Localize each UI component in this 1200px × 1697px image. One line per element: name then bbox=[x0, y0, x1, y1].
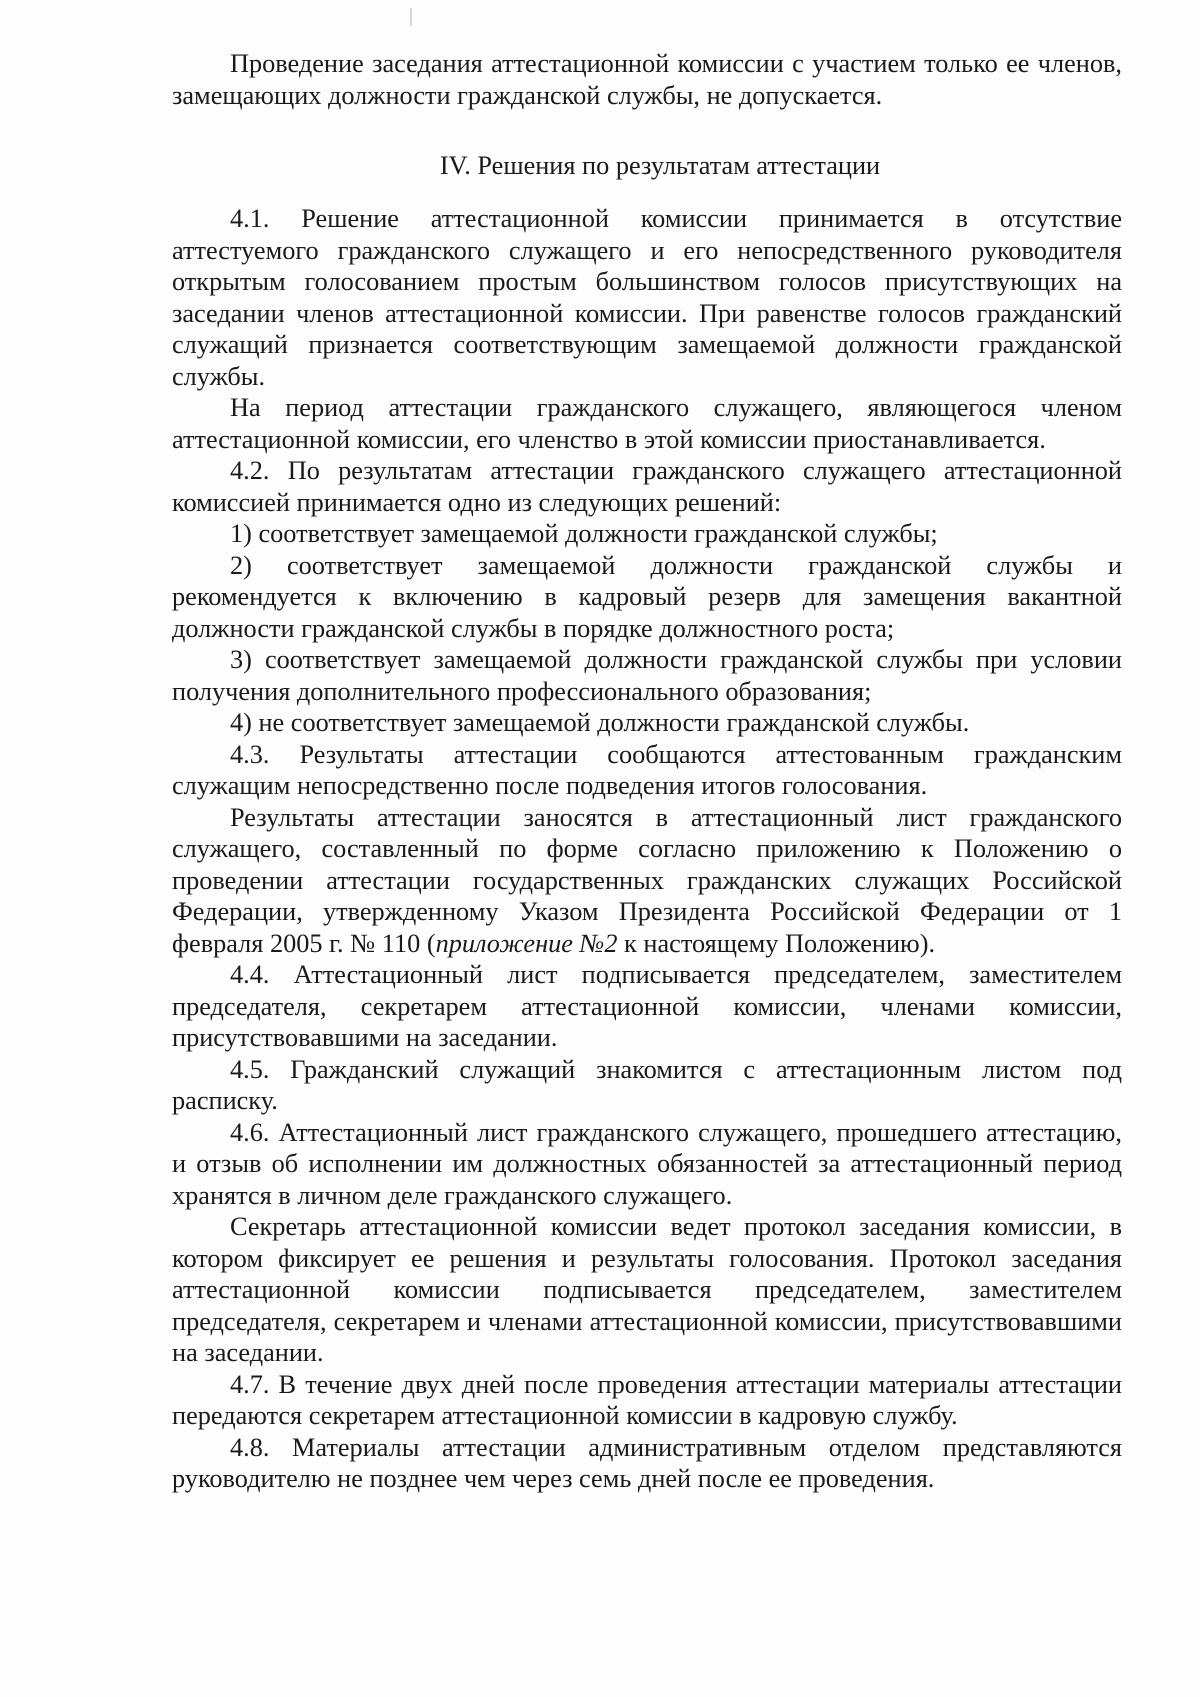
decision-item-2: 2) соответствует замещаемой должности гражданской службы и рекомендуется к включению в кадровый резерв для замещения вакантной должности гражданской службы в порядке должностного роста; bbox=[172, 550, 1122, 643]
paragraph-4-7: 4.7. В течение двух дней после проведения аттестации материалы аттестации передаются секретарем аттестационной комиссии в кадровую службу. bbox=[172, 1369, 1122, 1430]
paragraph-4-3-b-start: Результаты аттестации заносятся в аттестационный лист гражданского служащего, составленный по форме согласно приложению к Положению о проведении аттестации государственных гражданских служащих Российской Федерации, утвержденному Указом Президента Российской Федерации от 1 февраля 2005 г. № 110 ( bbox=[172, 802, 1122, 958]
decision-item-3: 3) соответствует замещаемой должности гражданской службы при условии получения дополнительного профессионального образования; bbox=[172, 645, 1122, 706]
paragraph-4-1: 4.1. Решение аттестационной комиссии принимается в отсутствие аттестуемого гражданского служащего и его непосредственного руководителя открытым голосованием простым большинством голосов присутствующих на заседании членов аттестационной комиссии. При равенстве голосов гражданский служащий признается соответствующим замещаемой должности гражданской службы. bbox=[172, 204, 1122, 391]
paragraph-4-3-b-end: к настоящему Положению). bbox=[617, 928, 936, 958]
paragraph-4-3-b bbox=[172, 802, 1122, 960]
paragraph-4-1-b: На период аттестации гражданского служащего, являющегося членом аттестационной комиссии, его членство в этой комиссии приостанавливается. bbox=[172, 393, 1122, 454]
paragraph-4-6-b: Секретарь аттестационной комиссии ведет протокол заседания комиссии, в котором фиксирует ее решения и результаты голосования. Протокол заседания аттестационной комиссии подписывается председателем, заместителем председателя, секретарем и членами аттестационной комиссии, присутствовавшими на заседании. bbox=[172, 1212, 1122, 1367]
paragraph-4-4: 4.4. Аттестационный лист подписывается председателем, заместителем председателя, секретарем аттестационной комиссии, членами комиссии, присутствовавшими на заседании. bbox=[172, 960, 1122, 1052]
body-text bbox=[172, 203, 1122, 1495]
paragraph-4-8: 4.8. Материалы аттестации административным отделом представляются руководителю не позднее чем через семь дней после ее проведения. bbox=[172, 1432, 1122, 1493]
paragraph-4-3: 4.3. Результаты аттестации сообщаются аттестованным гражданским служащим непосредственно после подведения итогов голосования. bbox=[172, 739, 1122, 800]
paragraph-4-5: 4.5. Гражданский служащий знакомится с аттестационным листом под расписку. bbox=[172, 1054, 1122, 1115]
scan-mark bbox=[410, 8, 412, 26]
section-heading: IV. Решения по результатам аттестации bbox=[439, 151, 881, 180]
intro-paragraph: Проведение заседания аттестационной комиссии с участием только ее членов, замещающих должности гражданской службы, не допускается. bbox=[172, 49, 1122, 110]
decision-item-4: 4) не соответствует замещаемой должности гражданской службы. bbox=[230, 708, 970, 737]
decision-item-1: 1) соответствует замещаемой должности гражданской службы; bbox=[230, 519, 938, 548]
paragraph-4-2: 4.2. По результатам аттестации гражданского служащего аттестационной комиссией принимается одно из следующих решений: bbox=[172, 456, 1122, 517]
intro-block bbox=[172, 48, 1122, 111]
appendix-reference: приложение №2 bbox=[435, 928, 618, 958]
paragraph-4-6: 4.6. Аттестационный лист гражданского служащего, прошедшего аттестацию, и отзыв об исполнении им должностных обязанностей за аттестационный период хранятся в личном деле гражданского служащего. bbox=[172, 1117, 1122, 1210]
